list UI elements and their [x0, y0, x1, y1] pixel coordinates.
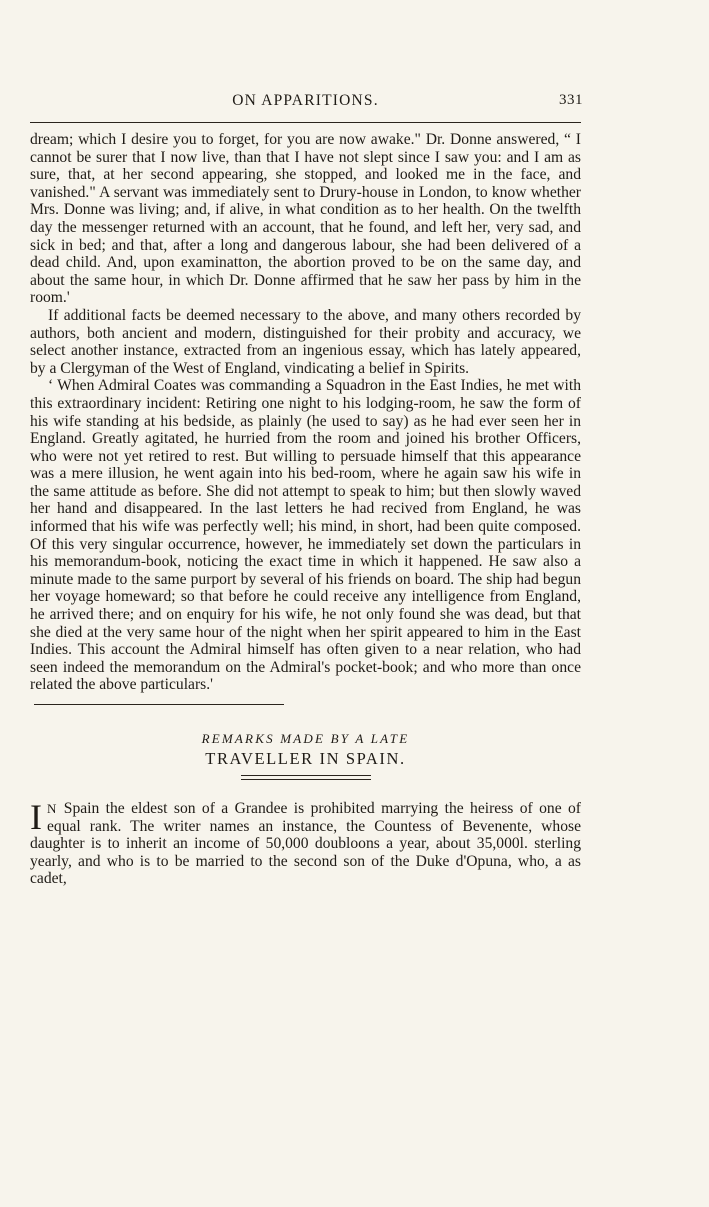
paragraph-spain-text: Spain the eldest son of a Grandee is prohibited marrying the heiress of one of equal rank. The writer names an instance, the Countess of Bevenente, whose daughter is to inherit an income of 50,000 doubloons a year, about 35,000l. sterling yearly, and who is to be married to the second son of the Duke d'Opuna, who, a as cadet,: [30, 800, 581, 888]
section-kicker: REMARKS MADE BY A LATE: [201, 731, 410, 746]
paragraph-additional-facts: If additional facts be deemed necessary to the above, and many others recorded by authors, both ancient and modern, distinguished for their probity and accuracy, we select another instance, extracted from an ingenious essay, which has lately appeared, by a Clergyman of the West of England, vindicating a belief in Spirits.: [30, 306, 581, 377]
apparitions-text: [30, 131, 581, 694]
paragraph-spain: [30, 797, 581, 888]
spain-article: [30, 797, 581, 888]
section-double-rule: [241, 775, 371, 780]
paragraph-donne: dream; which I desire you to forget, for you are now awake." Dr. Donne answered, “ I cannot be surer that I now live, than that I have not slept since I saw you: and I am as sure, that, at her second appearing, she stopped, and looked me in the face, and vanished." A servant was immediately sent to Drury-house in London, to know whether Mrs. Donne was living; and, if alive, in what condition as to her health. On the twelfth day the messenger returned with an account, that he found, and left her, very sad, and sick in bed; and that, after a long and dangerous labour, she had been delivered of a dead child. And, upon examinatton, the abortion proved to be on the same day, and about the same hour, in which Dr. Donne affirmed that he saw her pass by him in the room.': [30, 131, 581, 307]
paragraph-admiral-coates: ‘ When Admiral Coates was commanding a Squadron in the East Indies, he met with this extraordinary incident: Retiring one night to his lodging-room, he saw the form of his wife standing at his bedside, as plainly (he used to say) as he had ever seen her in England. Greatly agitated, he hurried from the room and joined his brother Officers, who were not yet retired to rest. But willing to persuade himself that this appearance was a mere illusion, he went again into his bed-room, where he again saw his wife in the same attitude as before. She did not attempt to speak to him; but then slowly waved her hand and disappeared. In the last letters he had recived from England, he was informed that his wife was perfectly well; his mind, in short, had been quite composed. Of this very singular occurrence, however, he immediately set down the particulars in his memorandum-book, noticing the exact time in which it happened. He saw also a minute made to the same purport by several of his friends on board. The ship had begun her voyage homeward; so that before he could receive any intelligence from England, he arrived there; and on enquiry for his wife, he not only found she was dead, but that she died at the very same hour of the night when her spirit appeared to him in the East Indies. This account the Admiral himself has often given to a near relation, who had seen indeed the memorandum on the Admiral's pocket-book; and who more than once related the above particulars.': [30, 377, 581, 694]
drop-cap: I: [30, 797, 42, 837]
section-end-rule: [34, 704, 284, 705]
section-title: TRAVELLER IN SPAIN.: [205, 749, 406, 768]
header-rule: [30, 122, 581, 123]
page-number: 331: [559, 92, 583, 108]
running-head: [30, 92, 581, 118]
first-word-rest: N: [47, 801, 58, 816]
section-heading: [30, 731, 581, 780]
running-title: ON APPARITIONS.: [232, 92, 379, 109]
